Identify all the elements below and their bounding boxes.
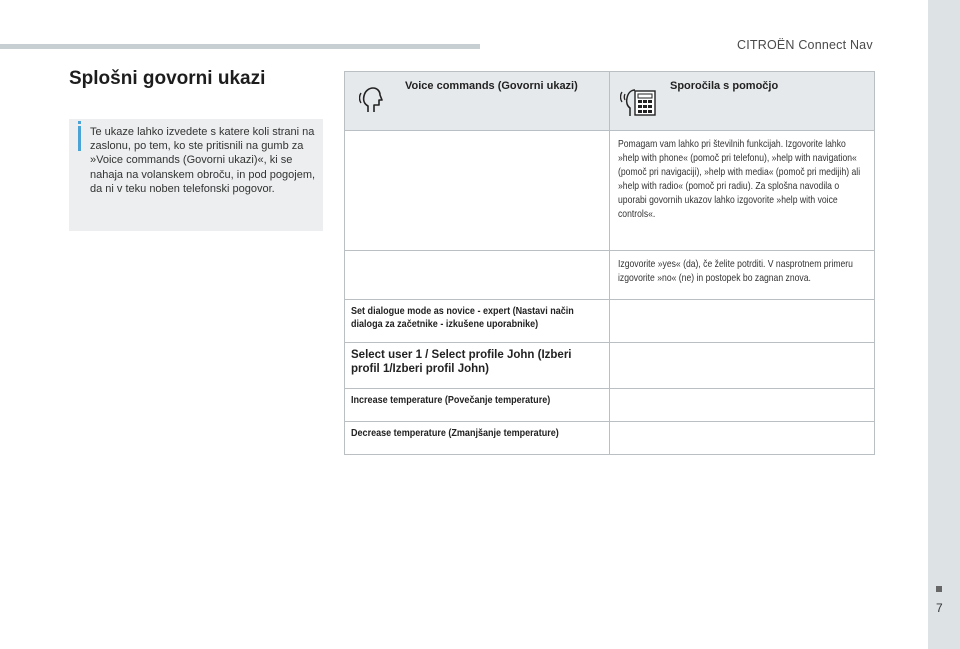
message-cell	[610, 251, 875, 300]
info-box	[69, 119, 323, 231]
command-cell	[345, 300, 610, 343]
command-text: Increase temperature (Povečanje temperature)	[351, 394, 551, 406]
brand-label: CITROËN Connect Nav	[737, 38, 873, 52]
table-row	[345, 300, 875, 343]
message-text: Pomagam vam lahko pri številnih funkcijah. Izgovorite lahko »help with phone« (pomoč pri telefonu), »help with navigation« (pomoč pri navigaciji), »help with media« (pomoč pri medijih) ali »help with radio« (pomoč pri radiu). Za splošna navodila o uporabi govornih ukazov lahko izgovorite »help with voice controls«.	[618, 138, 861, 220]
section-title: Splošni govorni ukazi	[69, 68, 266, 89]
message-cell	[610, 422, 875, 455]
top-rule	[0, 44, 480, 49]
table-row	[345, 251, 875, 300]
header-cell-commands	[345, 72, 610, 131]
table-row	[345, 389, 875, 422]
page-number: 7	[936, 601, 943, 615]
message-cell	[610, 300, 875, 343]
command-text: Set dialogue mode as novice - expert (Nastavi način dialoga za začetnike - izkušene uporabnike)	[351, 305, 574, 330]
info-text: Te ukaze lahko izvedete s katere koli strani na zaslonu, po tem, ko ste pritisnili na gumb za »Voice commands (Govorni ukazi)«, ki se nahaja na volanskem obroču, in pod pogojem, da ni v teku noben telefonski pogovor.	[90, 126, 316, 195]
col-header-messages: Sporočila s pomočjo	[670, 80, 779, 92]
command-cell	[345, 131, 610, 251]
info-icon-bar	[78, 126, 81, 151]
table-header-row	[345, 72, 875, 131]
command-text: Select user 1 / Select profile John (Izberi profil 1/Izberi profil John)	[351, 349, 572, 375]
command-cell	[345, 389, 610, 422]
table-row	[345, 343, 875, 389]
message-text: Izgovorite »yes« (da), če želite potrditi. V nasprotnem primeru izgovorite »no« (ne) in postopek bo zagnan znova.	[618, 258, 853, 284]
table-row	[345, 422, 875, 455]
command-cell	[345, 251, 610, 300]
voice-command-icon	[359, 84, 385, 119]
header-cell-messages	[610, 72, 875, 131]
page-marker	[936, 586, 942, 592]
table-row	[345, 131, 875, 251]
message-cell	[610, 131, 875, 251]
info-icon	[78, 121, 81, 124]
voice-keypad-icon	[620, 82, 660, 123]
command-text: Decrease temperature (Zmanjšanje temperature)	[351, 427, 559, 439]
command-cell	[345, 422, 610, 455]
command-cell	[345, 343, 610, 389]
message-cell	[610, 343, 875, 389]
message-cell	[610, 389, 875, 422]
voice-commands-table	[344, 71, 875, 455]
side-strip	[928, 0, 960, 649]
col-header-commands: Voice commands (Govorni ukazi)	[405, 80, 578, 92]
